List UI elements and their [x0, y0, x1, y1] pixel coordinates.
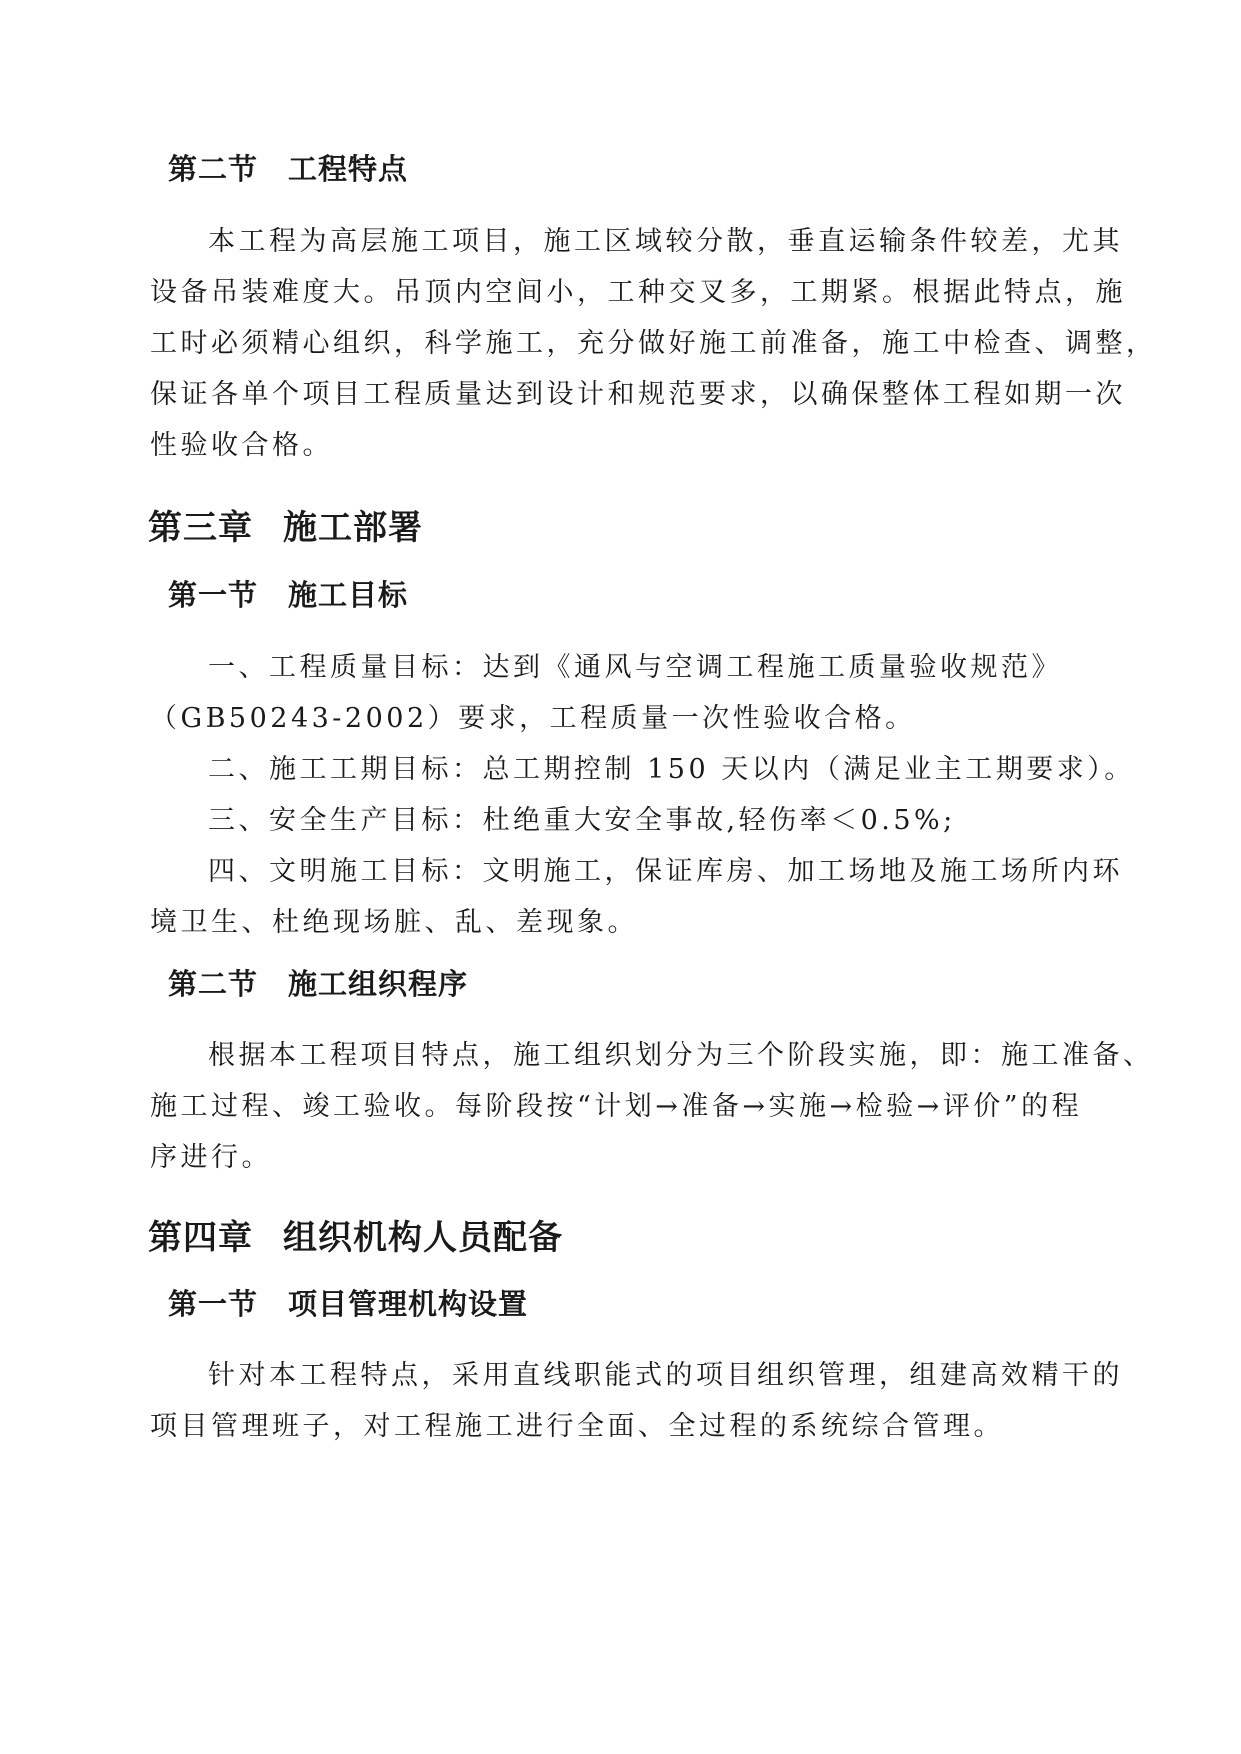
paragraph-line: 性验收合格。 [150, 430, 333, 461]
section-heading [168, 147, 408, 188]
paragraph-line: 序进行。 [150, 1142, 272, 1173]
section-title: 项目管理机构设置 [288, 1287, 529, 1321]
section-number: 第二节 [168, 152, 259, 186]
paragraph-line: 施工过程、竣工验收。每阶段按“计划→准备→实施→检验→评价”的程 [150, 1091, 1083, 1122]
paragraph-line: 设备吊装难度大。吊顶内空间小，工种交叉多，工期紧。根据此特点，施 [150, 277, 1126, 308]
chapter-number: 第三章 [148, 508, 253, 548]
section-number: 第一节 [168, 578, 259, 612]
chapter-heading [148, 500, 423, 549]
section-number: 第二节 [168, 967, 259, 1001]
paragraph-line: 本工程为高层施工项目，施工区域较分散，垂直运输条件较差，尤其 [208, 226, 1123, 257]
section-heading [168, 573, 408, 614]
chapter-title: 组织机构人员配备 [283, 1218, 563, 1258]
paragraph-line: 保证各单个项目工程质量达到设计和规范要求，以确保整体工程如期一次 [150, 379, 1126, 410]
goal-line: 四、文明施工目标：文明施工，保证库房、加工场地及施工场所内环 [208, 856, 1123, 887]
section-heading [168, 1282, 528, 1323]
section-title: 施工目标 [288, 578, 409, 612]
goal-line: 三、安全生产目标：杜绝重大安全事故,轻伤率＜0.5%; [208, 805, 956, 836]
goal-line: 境卫生、杜绝现场脏、乱、差现象。 [150, 907, 638, 938]
chapter-heading [148, 1210, 563, 1259]
paragraph-line: 工时必须精心组织，科学施工，充分做好施工前准备，施工中检查、调整， [150, 328, 1157, 359]
goal-line: （GB50243-2002）要求，工程质量一次性验收合格。 [150, 703, 916, 734]
goal-line: 二、施工工期目标：总工期控制 150 天以内（满足业主工期要求）。 [208, 754, 1135, 785]
paragraph-line: 根据本工程项目特点，施工组织划分为三个阶段实施，即：施工准备、 [208, 1040, 1154, 1071]
goal-line: 一、工程质量目标：达到《通风与空调工程施工质量验收规范》 [208, 652, 1062, 683]
section-number: 第一节 [168, 1287, 259, 1321]
paragraph-line: 项目管理班子，对工程施工进行全面、全过程的系统综合管理。 [150, 1411, 1004, 1442]
section-title: 施工组织程序 [288, 967, 469, 1001]
chapter-number: 第四章 [148, 1218, 253, 1258]
section-title: 工程特点 [288, 152, 409, 186]
section-heading [168, 962, 468, 1003]
paragraph-line: 针对本工程特点，采用直线职能式的项目组织管理，组建高效精干的 [208, 1360, 1123, 1391]
chapter-title: 施工部署 [283, 508, 423, 548]
